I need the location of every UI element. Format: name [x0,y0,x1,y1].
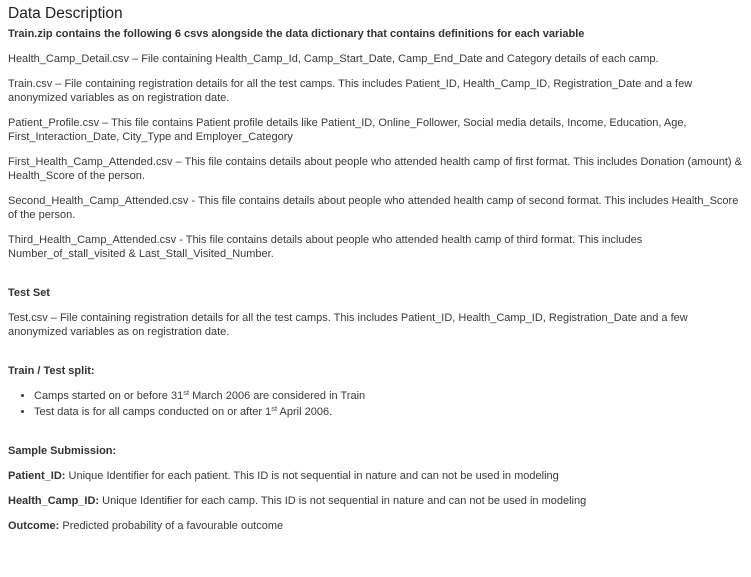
page-title: Data Description [8,5,123,22]
spacer [8,350,743,364]
file-description-third-camp: Third_Health_Camp_Attended.csv - This file contains details about people who attended health camp of third format. This includes Number_of_stall_visited & Last_Stall_Visited_Number. [8,234,643,260]
file-description-health-camp-detail: Health_Camp_Detail.csv – File containing Health_Camp_Id, Camp_Start_Date, Camp_End_Date and Category details of each camp. [8,53,659,65]
field-description: Predicted probability of a favourable outcome [59,520,284,532]
field-health-camp-id [8,494,743,508]
field-outcome [8,519,743,533]
bullet-text: Camps started on or before 31 [34,390,184,402]
intro-text: Train.zip contains the following 6 csvs alongside the data dictionary that contains definitions for each variable [8,28,585,40]
submission-heading: Sample Submission: [8,445,117,457]
split-bullet-train [34,389,743,403]
file-description-train: Train.csv – File containing registration details for all the test camps. This includes Patient_ID, Health_Camp_ID, Registration_Date and a few anonymized variables as on registration date. [8,78,693,104]
ordinal-suffix: st [183,388,190,397]
file-description-second-camp: Second_Health_Camp_Attended.csv - This file contains details about people who attended health camp of second format. This includes Health_Score of the person. [8,195,739,221]
split-bullet-test [34,405,743,419]
bullet-text: Test data is for all camps conducted on or after 1 [34,406,272,418]
field-name: Outcome: [8,520,60,532]
file-description-patient-profile: Patient_Profile.csv – This file contains Patient profile details like Patient_ID, Online_Follower, Social media details, Income, Education, Age, First_Interaction_Date, City_Type and Employer_Category [8,117,687,143]
split-heading: Train / Test split: [8,365,95,377]
bullet-text: April 2006. [277,406,333,418]
test-set-heading: Test Set [8,287,50,299]
file-description-first-camp: First_Health_Camp_Attended.csv – This file contains details about people who attended health camp of first format. This includes Donation (amount) & Health_Score of the person. [8,156,742,182]
field-name: Patient_ID: [8,470,66,482]
bullet-text: March 2006 are considered in Train [189,390,366,402]
ordinal-suffix: st [271,404,278,413]
split-list [8,389,743,419]
field-description: Unique Identifier for each patient. This ID is not sequential in nature and can not be used in modeling [65,470,559,482]
spacer [8,430,743,444]
spacer [8,272,743,286]
field-name: Health_Camp_ID: [8,495,100,507]
field-patient-id [8,469,743,483]
test-set-text: Test.csv – File containing registration details for all the test camps. This includes Patient_ID, Health_Camp_ID, Registration_Date and a few anonymized variables as on registration date. [8,312,688,338]
field-description: Unique Identifier for each camp. This ID is not sequential in nature and can not be used in modeling [99,495,587,507]
